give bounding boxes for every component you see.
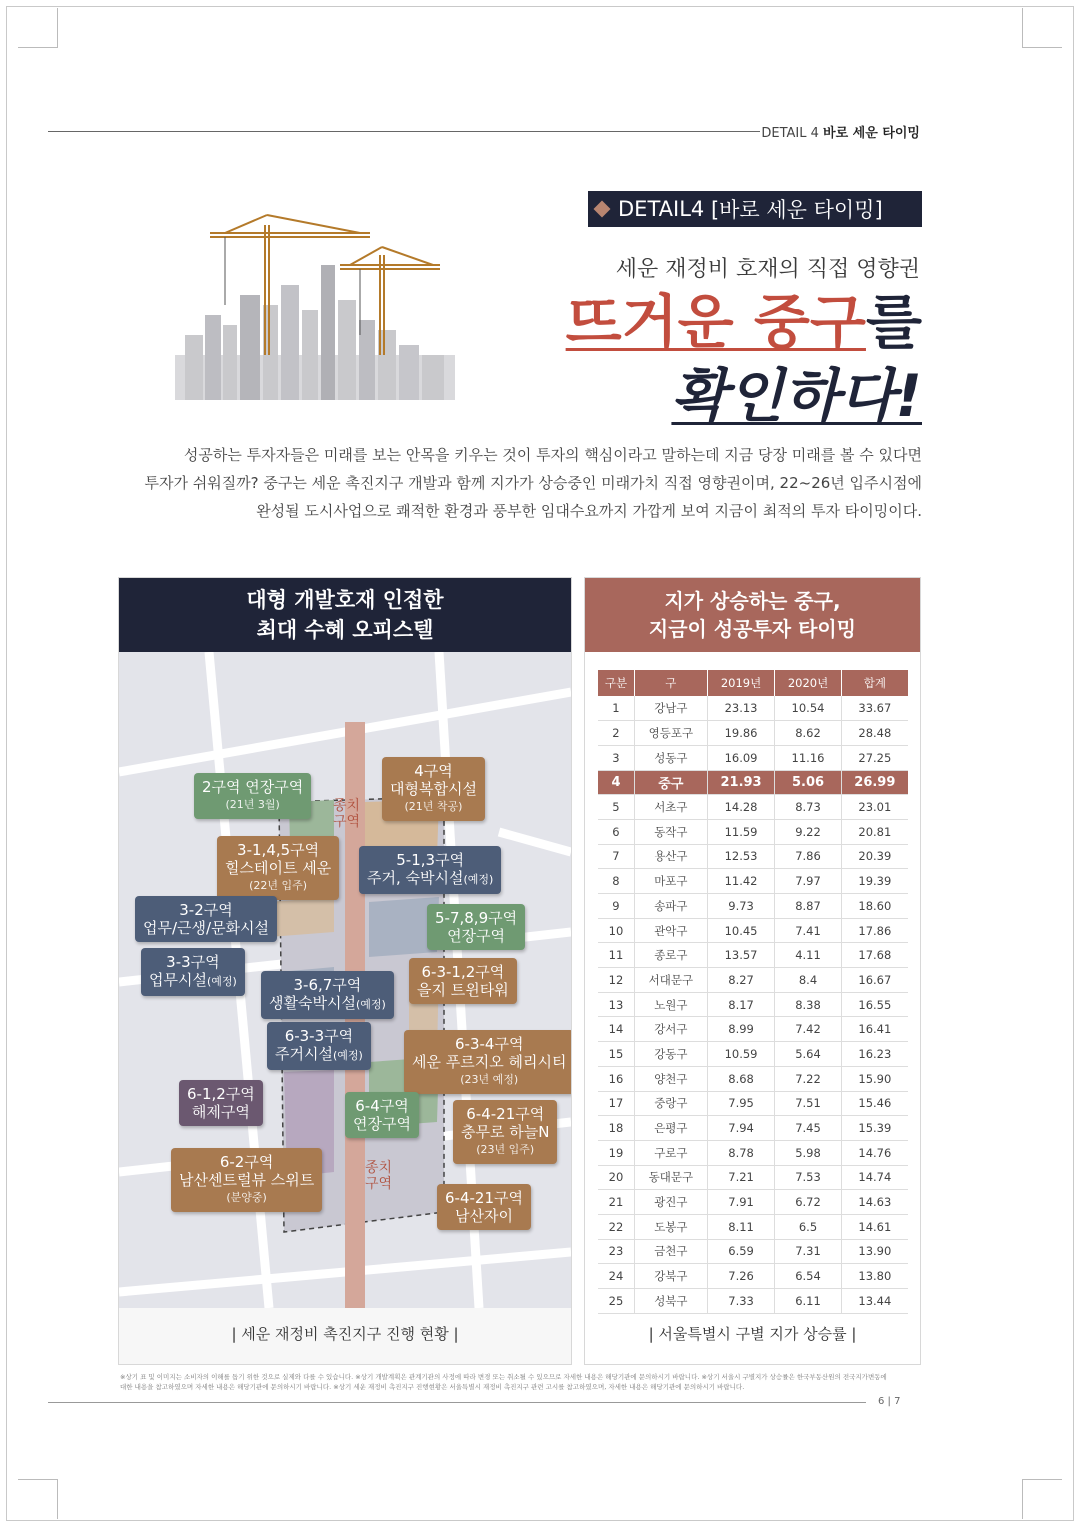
callout-sub: (예정) [206, 975, 237, 988]
callout-sub: (22년 입주) [249, 879, 308, 892]
table-cell: 8.38 [775, 992, 841, 1017]
table-cell: 10.54 [775, 696, 841, 721]
table-cell: 14.63 [841, 1190, 908, 1215]
table-cell: 6.54 [775, 1264, 841, 1289]
table-cell: 성동구 [634, 745, 707, 770]
table-cell: 16.41 [841, 1017, 908, 1042]
table-cell: 강남구 [634, 696, 707, 721]
table-cell: 8.68 [707, 1066, 775, 1091]
callout-name: 6-3-3구역 [284, 1027, 354, 1045]
callout-sub: (21년 착공) [404, 800, 463, 813]
table-cell: 13.90 [841, 1239, 908, 1264]
callout-name: 3-6,7구역 [293, 976, 362, 994]
table-cell: 강동구 [634, 1042, 707, 1067]
header-rule [48, 131, 760, 132]
table-cell: 16.67 [841, 968, 908, 993]
callout-zone-3-1-4-5[interactable] [217, 836, 339, 900]
column-header: 구분 [598, 670, 634, 696]
callout-name2: 생활숙박시설 [269, 994, 356, 1012]
table-cell: 16 [598, 1066, 634, 1091]
column-header: 2019년 [707, 670, 775, 696]
table-cell: 8.73 [775, 795, 841, 820]
table-cell: 27.25 [841, 745, 908, 770]
table-row [598, 1066, 908, 1091]
table-cell: 동작구 [634, 819, 707, 844]
table-cell: 8.99 [707, 1017, 775, 1042]
callout-name2: 해제구역 [191, 1103, 250, 1121]
table-cell: 28.48 [841, 721, 908, 746]
table-row [598, 770, 908, 795]
table-row [598, 943, 908, 968]
callout-zone-2[interactable] [194, 773, 311, 819]
table-row [598, 1165, 908, 1190]
table-cell: 17.86 [841, 918, 908, 943]
road-label-text: 종치 [365, 1160, 393, 1176]
table-cell: 18.60 [841, 894, 908, 919]
table-cell: 16.09 [707, 745, 775, 770]
callout-zone-5-1-3[interactable] [359, 846, 501, 894]
table-row [598, 1264, 908, 1289]
table-cell: 15 [598, 1042, 634, 1067]
callout-name: 6-4-21구역 [466, 1105, 545, 1123]
table-cell: 8.78 [707, 1140, 775, 1165]
table-cell: 7.94 [707, 1116, 775, 1141]
callout-zone-6-3-1-2[interactable] [409, 958, 517, 1004]
table-row [598, 1140, 908, 1165]
table-cell: 7.22 [775, 1066, 841, 1091]
table-cell: 12 [598, 968, 634, 993]
footnote-line: ※상기 표 및 이미지는 소비자의 이해를 돕기 위한 것으로 실제와 다를 수 있습니다. ※상기 개발계획은 관계기관의 사정에 따라 변경 또는 취소될 수 있으므로 자세한 내용은 해당기관에 문의하시기 바랍니다. ※상기 서울시 구별지가 상승률은 한국부동산원의 전국지가변동에 [120, 1373, 887, 1381]
table-cell: 금천구 [634, 1239, 707, 1264]
table-cell: 25 [598, 1289, 634, 1314]
table-panel-header [585, 578, 920, 652]
page-numbers: 6 | 7 [878, 1396, 901, 1407]
intro-paragraph [142, 441, 922, 525]
callout-name2: 을지 트윈타워 [417, 981, 509, 999]
table-cell: 8.27 [707, 968, 775, 993]
table-cell: 6.59 [707, 1239, 775, 1264]
table-cell: 7.42 [775, 1017, 841, 1042]
headline [566, 290, 922, 428]
table-cell: 6.72 [775, 1190, 841, 1215]
table-cell: 26.99 [841, 770, 908, 795]
table-cell: 11.59 [707, 819, 775, 844]
development-map-panel [118, 577, 572, 1365]
callout-zone-6-2[interactable] [171, 1148, 322, 1212]
callout-name: 3-2구역 [179, 901, 233, 919]
header-prefix: DETAIL 4 [761, 126, 819, 141]
table-cell: 6 [598, 819, 634, 844]
table-row [598, 1214, 908, 1239]
table-cell: 19 [598, 1140, 634, 1165]
table-cell: 10.45 [707, 918, 775, 943]
callout-name2: 대형복합시설 [390, 780, 477, 798]
table-row [598, 1190, 908, 1215]
table-cell: 19.86 [707, 721, 775, 746]
table-cell: 7.91 [707, 1190, 775, 1215]
table-row [598, 721, 908, 746]
intro-line: 투자가 쉬워질까? 중구는 세운 촉진지구 개발과 함께 지가가 상승중인 미래가치 직접 영향권이며, 22~26년 입주시점에 [144, 474, 922, 492]
table-cell: 동대문구 [634, 1165, 707, 1190]
footnote [120, 1372, 920, 1392]
headline-line2: 확인하다! [671, 362, 922, 430]
table-cell: 3 [598, 745, 634, 770]
map-caption: | 세운 재정비 촉진지구 진행 현황 | [231, 1325, 459, 1343]
table-cell: 21 [598, 1190, 634, 1215]
table-header-row [598, 670, 908, 696]
table-cell: 9.73 [707, 894, 775, 919]
table-row [598, 696, 908, 721]
table-row [598, 968, 908, 993]
callout-zone-3-6-7[interactable] [261, 971, 394, 1019]
table-cell: 구로구 [634, 1140, 707, 1165]
column-header: 합계 [841, 670, 908, 696]
callout-name: 6-4구역 [355, 1097, 409, 1115]
table-cell: 15.39 [841, 1116, 908, 1141]
table-cell: 7.26 [707, 1264, 775, 1289]
table-cell: 6.11 [775, 1289, 841, 1314]
callout-zone-6-3-3[interactable] [267, 1022, 371, 1070]
table-row [598, 918, 908, 943]
callout-name: 6-3-1,2구역 [421, 963, 505, 981]
callout-sub: (23년 예정) [460, 1073, 519, 1086]
table-cell: 도봉구 [634, 1214, 707, 1239]
table-cell: 16.55 [841, 992, 908, 1017]
callout-name2: 주거시설 [275, 1045, 333, 1063]
table-row [598, 992, 908, 1017]
crane-city-illustration [165, 205, 465, 410]
table-cell: 23.13 [707, 696, 775, 721]
table-cell: 7.97 [775, 869, 841, 894]
table-cell: 8.87 [775, 894, 841, 919]
callout-name2: 남산자이 [455, 1207, 513, 1225]
table-cell: 17.68 [841, 943, 908, 968]
table-cell: 14.61 [841, 1214, 908, 1239]
callout-sub: (21년 3월) [225, 798, 280, 811]
page-subtitle: 세운 재정비 호재의 직접 영향권 [615, 257, 920, 282]
table-panel-title-line1: 지가 상승하는 중구, [664, 589, 841, 613]
badge-title: [바로 세운 타이밍] [710, 198, 883, 222]
road-label-bottom [365, 1160, 392, 1192]
table-row [598, 795, 908, 820]
table-cell: 15.46 [841, 1091, 908, 1116]
table-cell: 7.31 [775, 1239, 841, 1264]
column-header: 2020년 [775, 670, 841, 696]
callout-name: 5-7,8,9구역 [435, 909, 518, 927]
table-cell: 서초구 [634, 795, 707, 820]
table-cell: 24 [598, 1264, 634, 1289]
footer-rule [48, 1402, 866, 1403]
table-body [598, 696, 908, 1313]
table-cell: 14 [598, 1017, 634, 1042]
table-cell: 11.42 [707, 869, 775, 894]
table-cell: 7.51 [775, 1091, 841, 1116]
table-cell: 5.64 [775, 1042, 841, 1067]
table-cell: 13.80 [841, 1264, 908, 1289]
table-cell: 성북구 [634, 1289, 707, 1314]
table-cell: 11 [598, 943, 634, 968]
table-cell: 7.41 [775, 918, 841, 943]
table-cell: 13.44 [841, 1289, 908, 1314]
table-cell: 7.53 [775, 1165, 841, 1190]
table-cell: 5.06 [775, 770, 841, 795]
callout-name2: 힐스테이트 세운 [225, 859, 332, 877]
crop-mark-top-right [1022, 8, 1062, 48]
callout-zone-4[interactable] [382, 757, 485, 821]
column-header: 구 [634, 670, 707, 696]
table-cell: 14.28 [707, 795, 775, 820]
table-row [598, 1289, 908, 1314]
table-cell: 14.76 [841, 1140, 908, 1165]
callout-name2: 주거, 숙박시설 [367, 869, 464, 887]
table-cell: 7.21 [707, 1165, 775, 1190]
headline-accent: 뜨거운 중구 [565, 288, 866, 356]
table-cell: 중랑구 [634, 1091, 707, 1116]
table-cell: 13 [598, 992, 634, 1017]
table-cell: 8.11 [707, 1214, 775, 1239]
table-cell: 23.01 [841, 795, 908, 820]
table-cell: 10 [598, 918, 634, 943]
table-cell: 노원구 [634, 992, 707, 1017]
intro-line: 완성될 도시사업으로 쾌적한 환경과 풍부한 임대수요까지 가깝게 보여 지금이 최적의 투자 타이밍이다. [256, 502, 922, 520]
table-cell: 9 [598, 894, 634, 919]
district-map [119, 652, 571, 1308]
table-cell: 8.62 [775, 721, 841, 746]
table-cell: 종로구 [634, 943, 707, 968]
table-caption: | 서울특별시 구별 지가 상승률 | [648, 1325, 857, 1343]
headline-suffix: 를 [865, 288, 922, 356]
crop-mark-bottom-left [18, 1479, 58, 1519]
callout-name2: 충무로 하늘N [461, 1123, 550, 1141]
table-row [598, 1017, 908, 1042]
table-row [598, 1042, 908, 1067]
callout-zone-6-1-2[interactable] [179, 1080, 263, 1126]
table-cell: 15.90 [841, 1066, 908, 1091]
table-cell: 13.57 [707, 943, 775, 968]
land-price-table [598, 670, 908, 1314]
callout-name: 6-2구역 [219, 1153, 274, 1171]
callout-zone-6-4[interactable] [345, 1092, 419, 1138]
table-cell: 5.98 [775, 1140, 841, 1165]
table-cell: 10.59 [707, 1042, 775, 1067]
callout-name2: 연장구역 [447, 927, 506, 945]
table-cell: 17 [598, 1091, 634, 1116]
table-cell: 1 [598, 696, 634, 721]
table-cell: 2 [598, 721, 634, 746]
callout-name2: 남산센트럴뷰 스위트 [179, 1171, 315, 1189]
table-cell: 20.81 [841, 819, 908, 844]
callout-sub: (예정) [332, 1049, 363, 1062]
table-row [598, 1116, 908, 1141]
table-cell: 광진구 [634, 1190, 707, 1215]
table-row [598, 819, 908, 844]
land-price-panel [584, 577, 921, 1365]
table-cell: 용산구 [634, 844, 707, 869]
table-cell: 강북구 [634, 1264, 707, 1289]
table-row [598, 1239, 908, 1264]
table-row [598, 1091, 908, 1116]
callout-zone-6-4-21-chungmuro[interactable] [453, 1100, 557, 1164]
table-cell: 7.95 [707, 1091, 775, 1116]
table-cell: 마포구 [634, 869, 707, 894]
callout-zone-6-4-21-namsan[interactable] [437, 1184, 531, 1230]
road-label-text: 종치 [333, 798, 361, 814]
table-row [598, 844, 908, 869]
detail-badge [588, 191, 922, 227]
crop-mark-top-left [18, 8, 58, 48]
table-cell: 8.4 [775, 968, 841, 993]
map-panel-title-line1: 대형 개발호재 인접한 [246, 588, 444, 612]
table-cell: 7.45 [775, 1116, 841, 1141]
crop-mark-bottom-right [1022, 1479, 1062, 1519]
callout-name: 4구역 [414, 762, 453, 780]
callout-name: 6-3-4구역 [455, 1035, 524, 1053]
callout-name: 2구역 연장구역 [202, 778, 304, 796]
callout-name2: 업무/근생/문화시설 [143, 919, 270, 937]
table-cell: 송파구 [634, 894, 707, 919]
diamond-icon [594, 201, 611, 218]
table-cell: 33.67 [841, 696, 908, 721]
map-panel-title-line2: 최대 수혜 오피스텔 [256, 618, 434, 642]
callout-zone-6-3-4[interactable] [404, 1030, 571, 1094]
table-cell: 서대문구 [634, 968, 707, 993]
table-cell: 9.22 [775, 819, 841, 844]
table-cell: 16.23 [841, 1042, 908, 1067]
table-cell: 5 [598, 795, 634, 820]
table-cell: 20 [598, 1165, 634, 1190]
road-label-text: 구역 [365, 1176, 393, 1192]
table-panel-title-line2: 지금이 성공투자 타이밍 [648, 617, 857, 641]
road-label-text: 구역 [333, 814, 361, 830]
table-cell: 19.39 [841, 869, 908, 894]
table-cell: 강서구 [634, 1017, 707, 1042]
callout-name: 3-1,4,5구역 [237, 841, 320, 859]
table-cell: 18 [598, 1116, 634, 1141]
table-cell: 14.74 [841, 1165, 908, 1190]
road-label-top [333, 798, 360, 830]
table-cell: 양천구 [634, 1066, 707, 1091]
table-cell: 7.86 [775, 844, 841, 869]
running-header [761, 122, 920, 141]
callout-sub: (23년 입주) [476, 1143, 535, 1156]
table-cell: 영등포구 [634, 721, 707, 746]
table-cell: 7 [598, 844, 634, 869]
callout-sub: (예정) [355, 998, 386, 1011]
table-cell: 중구 [634, 770, 707, 795]
callout-zone-3-3[interactable] [141, 948, 245, 996]
callout-name: 6-4-21구역 [445, 1189, 523, 1207]
callout-name2: 세운 푸르지오 헤리시티 [412, 1053, 567, 1071]
table-row [598, 869, 908, 894]
map-panel-header [119, 578, 571, 652]
table-cell: 11.16 [775, 745, 841, 770]
table-cell: 관악구 [634, 918, 707, 943]
table-cell: 6.5 [775, 1214, 841, 1239]
table-cell: 4.11 [775, 943, 841, 968]
table-cell: 8 [598, 869, 634, 894]
table-cell: 은평구 [634, 1116, 707, 1141]
table-cell: 7.33 [707, 1289, 775, 1314]
callout-sub: (예정) [463, 873, 494, 886]
intro-line: 성공하는 투자자들은 미래를 보는 안목을 키우는 것이 투자의 핵심이라고 말하는데 지금 당장 미래를 볼 수 있다면 [183, 446, 922, 464]
table-cell: 21.93 [707, 770, 775, 795]
table-row [598, 745, 908, 770]
table-cell: 4 [598, 770, 634, 795]
footnote-line: 대한 내용을 참고하였으며 자세한 내용은 해당기관에 문의하시기 바랍니다. ※상기 세운 재정비 촉진지구 진행현황은 서울특별시 재정비 촉진지구 관련 고시를 참고하였으며, 자세한 내용은 해당기관에 문의하시기 바랍니다. [120, 1383, 745, 1391]
table-cell: 20.39 [841, 844, 908, 869]
table-row [598, 894, 908, 919]
callout-zone-5-7-8-9[interactable] [427, 904, 525, 950]
badge-prefix: DETAIL4 [618, 197, 705, 221]
table-cell: 23 [598, 1239, 634, 1264]
table-cell: 8.17 [707, 992, 775, 1017]
callout-zone-3-2[interactable] [135, 896, 277, 942]
callout-name2: 업무시설 [149, 971, 207, 989]
header-title: 바로 세운 타이밍 [823, 126, 920, 141]
table-cell: 12.53 [707, 844, 775, 869]
callout-sub: (분양중) [226, 1191, 267, 1204]
callout-name: 5-1,3구역 [396, 851, 465, 869]
callout-name: 3-3구역 [166, 953, 220, 971]
table-cell: 22 [598, 1214, 634, 1239]
callout-name: 6-1,2구역 [187, 1085, 255, 1103]
callout-name2: 연장구역 [353, 1115, 411, 1133]
